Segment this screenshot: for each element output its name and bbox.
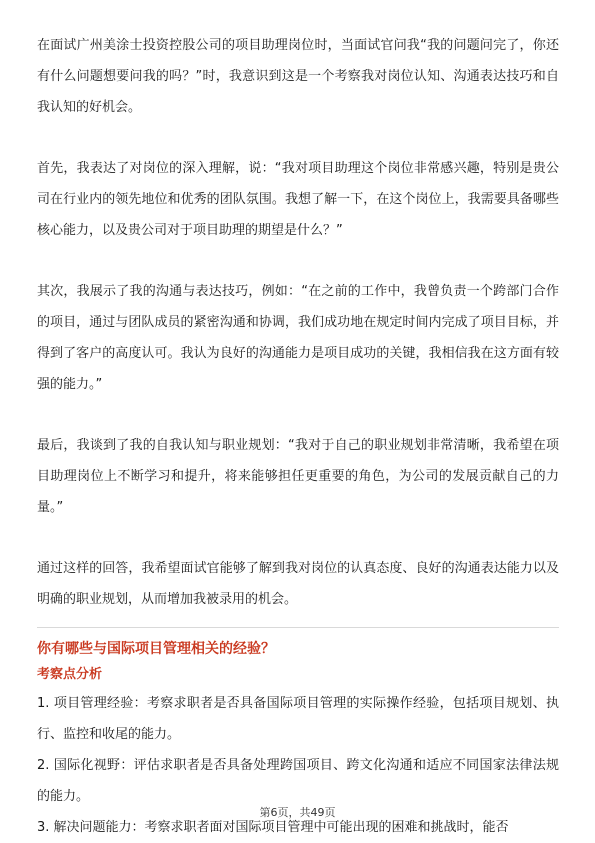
answer-paragraph-3: 其次，我展示了我的沟通与表达技巧，例如：“在之前的工作中，我曾负责一个跨部门合作的项目，通过与团队成员的紧密沟通和协调，我们成功地在规定时间内完成了项目目标，并得到了客户的高度认可。我认为良好的沟通能力是项目成功的关键，我相信我在这方面有较强的能力。” — [37, 284, 559, 392]
answer-paragraph-4: 最后，我谈到了我的自我认知与职业规划：“我对于自己的职业规划非常清晰，我希望在项目助理岗位上不断学习和提升，将来能够担任更重要的角色，为公司的发展贡献自己的力量。” — [37, 438, 559, 515]
analysis-title: 考察点分析 — [37, 667, 103, 682]
paragraph-gap — [37, 123, 559, 153]
paragraph-gap — [37, 523, 559, 553]
answer-paragraph-5: 通过这样的回答，我希望面试官能够了解到我对岗位的认真态度、良好的沟通表达能力以及明确的职业规划，从而增加我被录用的机会。 — [37, 561, 559, 607]
analysis-item-1: 1. 项目管理经验：考察求职者是否具备国际项目管理的实际操作经验，包括项目规划、执行、监控和收尾的能力。 — [37, 696, 559, 742]
analysis-item-2: 2. 国际化视野：评估求职者是否具备处理跨国项目、跨文化沟通和适应不同国家法律法规的能力。 — [37, 758, 559, 804]
answer-paragraph-1: 在面试广州美涂士投资控股公司的项目助理岗位时，当面试官问我“我的问题问完了，你还有什么问题想要问我的吗？”时，我意识到这是一个考察我对岗位认知、沟通表达技巧和自我认知的好机会。 — [37, 38, 559, 115]
question-heading: 你有哪些与国际项目管理相关的经验？ — [37, 641, 275, 657]
page-number-footer: 第6页，共49页 — [259, 806, 336, 819]
section-divider — [37, 627, 559, 628]
paragraph-gap — [37, 246, 559, 276]
paragraph-gap — [37, 400, 559, 430]
analysis-item-3: 3. 解决问题能力：考察求职者面对国际项目管理中可能出现的困难和挑战时，能否 — [37, 820, 509, 835]
page-content — [37, 30, 559, 843]
answer-paragraph-2: 首先，我表达了对岗位的深入理解，说：“我对项目助理这个岗位非常感兴趣，特别是贵公司在行业内的领先地位和优秀的团队氛围。我想了解一下，在这个岗位上，我需要具备哪些核心能力，以及贵公司对于项目助理的期望是什么？” — [37, 161, 559, 238]
